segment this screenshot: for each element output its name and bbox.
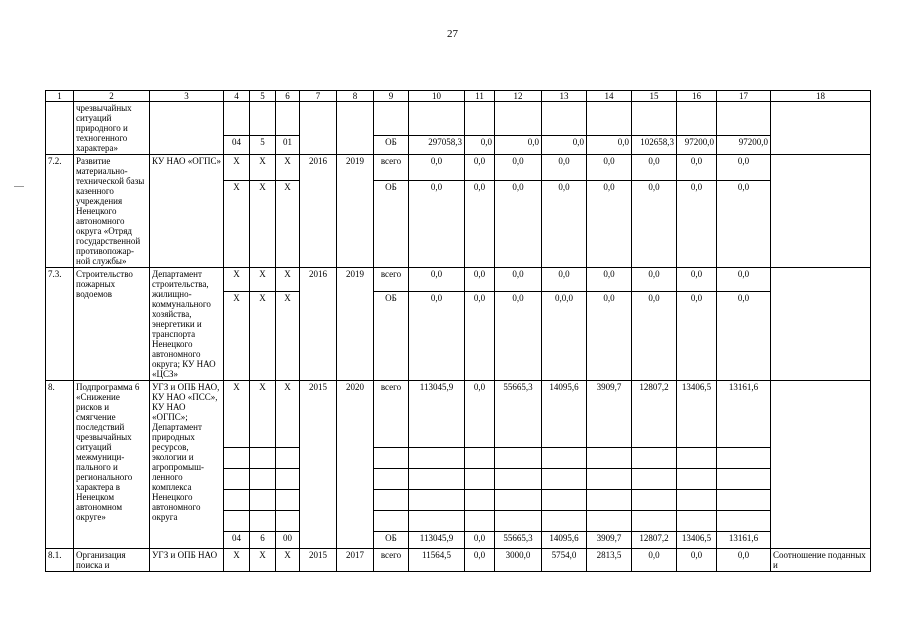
row-executor: УГЗ и ОПБ НАО, КУ НАО «ПСС», КУ НАО «ОГПС»; Департамент природных ресурсов, экологии и агропромыш-ленного комплекса Ненецкого автономного округа bbox=[150, 381, 224, 549]
value-cell: 0,0 bbox=[717, 268, 771, 292]
kbk-cell: Х bbox=[224, 155, 250, 181]
value-cell: 55665,3 bbox=[495, 532, 542, 549]
year-end: 2020 bbox=[337, 381, 374, 549]
kbk-cell: 04 bbox=[224, 136, 250, 155]
kbk-cell: Х bbox=[276, 155, 300, 181]
value-cell: 297058,3 bbox=[409, 136, 465, 155]
cell bbox=[717, 490, 771, 511]
cell bbox=[409, 511, 465, 532]
value-cell: 3000,0 bbox=[495, 549, 542, 572]
program-table bbox=[45, 90, 871, 572]
header-cell: 18 bbox=[771, 91, 871, 102]
header-cell: 2 bbox=[74, 91, 150, 102]
cell bbox=[409, 102, 465, 136]
header-cell: 5 bbox=[250, 91, 276, 102]
row-executor: КУ НАО «ОГПС» bbox=[150, 155, 224, 268]
table-row bbox=[46, 381, 871, 448]
value-cell: 0,0 bbox=[587, 268, 632, 292]
value-cell: 0,0 bbox=[542, 268, 587, 292]
value-cell: 113045,9 bbox=[409, 381, 465, 448]
cell bbox=[250, 448, 276, 469]
row-executor bbox=[150, 102, 224, 155]
cell bbox=[465, 448, 495, 469]
value-cell: 0,0 bbox=[677, 549, 717, 572]
source-cell: всего bbox=[374, 268, 409, 292]
kbk-cell: Х bbox=[276, 549, 300, 572]
cell bbox=[587, 469, 632, 490]
kbk-cell: Х bbox=[224, 268, 250, 292]
cell bbox=[495, 490, 542, 511]
cell bbox=[677, 469, 717, 490]
value-cell: 14095,6 bbox=[542, 532, 587, 549]
value-cell: 13406,5 bbox=[677, 381, 717, 448]
note-cell bbox=[771, 102, 871, 155]
row-executor: Департамент строительства, жилищно-коммунального хозяйства, энергетики и транспорта Ненецкого автономного округа; КУ НАО «ЦСЗ» bbox=[150, 268, 224, 381]
note-cell bbox=[771, 155, 871, 268]
value-cell: 0,0 bbox=[717, 549, 771, 572]
value-cell: 0,0 bbox=[465, 292, 495, 381]
source-cell: ОБ bbox=[374, 292, 409, 381]
value-cell: 3909,7 bbox=[587, 381, 632, 448]
value-cell: 0,0 bbox=[677, 268, 717, 292]
header-cell: 10 bbox=[409, 91, 465, 102]
note-cell bbox=[771, 381, 871, 549]
cell bbox=[542, 448, 587, 469]
cell bbox=[250, 511, 276, 532]
value-cell: 0,0 bbox=[587, 181, 632, 268]
kbk-cell: Х bbox=[250, 549, 276, 572]
value-cell: 0,0 bbox=[495, 181, 542, 268]
row-number: 8.1. bbox=[46, 549, 74, 572]
value-cell: 13161,6 bbox=[717, 532, 771, 549]
row-executor: УГЗ и ОПБ НАО bbox=[150, 549, 224, 572]
page-number: 27 bbox=[447, 28, 458, 40]
cell bbox=[677, 448, 717, 469]
cell bbox=[587, 102, 632, 136]
header-cell: 1 bbox=[46, 91, 74, 102]
year-end bbox=[337, 102, 374, 155]
header-cell: 11 bbox=[465, 91, 495, 102]
cell bbox=[677, 490, 717, 511]
value-cell: 13406,5 bbox=[677, 532, 717, 549]
value-cell: 5754,0 bbox=[542, 549, 587, 572]
header-cell: 17 bbox=[717, 91, 771, 102]
year-end: 2019 bbox=[337, 268, 374, 381]
cell bbox=[542, 490, 587, 511]
value-cell: 0,0 bbox=[677, 292, 717, 381]
cell bbox=[717, 448, 771, 469]
kbk-cell: Х bbox=[224, 549, 250, 572]
cell bbox=[465, 102, 495, 136]
header-cell: 9 bbox=[374, 91, 409, 102]
value-cell: 102658,3 bbox=[632, 136, 677, 155]
value-cell: 0,0 bbox=[587, 155, 632, 181]
kbk-cell: Х bbox=[250, 292, 276, 381]
source-cell: ОБ bbox=[374, 136, 409, 155]
cell bbox=[717, 102, 771, 136]
table-row bbox=[46, 155, 871, 181]
cell bbox=[465, 490, 495, 511]
cell bbox=[632, 511, 677, 532]
value-cell: 0,0 bbox=[495, 292, 542, 381]
kbk-cell: Х bbox=[250, 155, 276, 181]
cell bbox=[250, 490, 276, 511]
value-cell: 0,0 bbox=[717, 181, 771, 268]
cell bbox=[632, 102, 677, 136]
kbk-cell: Х bbox=[224, 292, 250, 381]
source-cell: всего bbox=[374, 549, 409, 572]
cell bbox=[224, 448, 250, 469]
value-cell: 0,0 bbox=[717, 155, 771, 181]
source-cell: всего bbox=[374, 381, 409, 448]
value-cell: 113045,9 bbox=[409, 532, 465, 549]
cell bbox=[276, 469, 300, 490]
value-cell: 0,0 bbox=[632, 181, 677, 268]
source-cell: ОБ bbox=[374, 532, 409, 549]
value-cell: 0,0 bbox=[542, 181, 587, 268]
kbk-cell: 01 bbox=[276, 136, 300, 155]
value-cell: 0,0 bbox=[632, 268, 677, 292]
value-cell: 11564,5 bbox=[409, 549, 465, 572]
cell bbox=[677, 102, 717, 136]
cell bbox=[224, 511, 250, 532]
year-end: 2017 bbox=[337, 549, 374, 572]
value-cell: 0,0 bbox=[632, 155, 677, 181]
value-cell: 0,0 bbox=[465, 532, 495, 549]
value-cell: 3909,7 bbox=[587, 532, 632, 549]
header-cell: 14 bbox=[587, 91, 632, 102]
row-number bbox=[46, 102, 74, 155]
header-cell: 8 bbox=[337, 91, 374, 102]
year-start bbox=[300, 102, 337, 155]
value-cell: 0,0 bbox=[632, 292, 677, 381]
value-cell: 0,0 bbox=[409, 155, 465, 181]
value-cell: 0,0 bbox=[465, 381, 495, 448]
note-cell bbox=[771, 268, 871, 381]
cell bbox=[717, 511, 771, 532]
cell bbox=[632, 490, 677, 511]
cell bbox=[374, 448, 409, 469]
value-cell: 0,0 bbox=[495, 136, 542, 155]
header-cell: 15 bbox=[632, 91, 677, 102]
value-cell: 0,0 bbox=[465, 549, 495, 572]
value-cell: 0,0 bbox=[495, 268, 542, 292]
header-cell: 7 bbox=[300, 91, 337, 102]
value-cell: 0,0 bbox=[587, 292, 632, 381]
value-cell: 97200,0 bbox=[677, 136, 717, 155]
value-cell: 0,0 bbox=[677, 181, 717, 268]
cell bbox=[495, 102, 542, 136]
value-cell: 0,0 bbox=[677, 155, 717, 181]
source-cell: всего bbox=[374, 155, 409, 181]
kbk-cell: Х bbox=[224, 181, 250, 268]
cell bbox=[224, 490, 250, 511]
cell bbox=[250, 469, 276, 490]
value-cell: 0,0 bbox=[542, 136, 587, 155]
kbk-cell: Х bbox=[250, 268, 276, 292]
value-cell: 12807,2 bbox=[632, 532, 677, 549]
cell bbox=[465, 511, 495, 532]
cell bbox=[495, 511, 542, 532]
kbk-cell: Х bbox=[224, 381, 250, 448]
cell bbox=[495, 469, 542, 490]
kbk-cell: Х bbox=[276, 381, 300, 448]
header-cell: 6 bbox=[276, 91, 300, 102]
cell bbox=[409, 490, 465, 511]
row-name: Подпрограмма 6 «Снижение рисков и смягчение последствий чрезвычайных ситуаций межмуници-пального и регионального характера в Ненецком автономном округе» bbox=[74, 381, 150, 549]
year-start: 2016 bbox=[300, 268, 337, 381]
value-cell: 0,0 bbox=[465, 155, 495, 181]
value-cell: 0,0 bbox=[409, 292, 465, 381]
kbk-cell: 04 bbox=[224, 532, 250, 549]
value-cell: 0,0 bbox=[465, 268, 495, 292]
table-row bbox=[46, 549, 871, 572]
row-number: 7.3. bbox=[46, 268, 74, 381]
header-cell: 16 bbox=[677, 91, 717, 102]
cell bbox=[542, 469, 587, 490]
margin-mark bbox=[14, 186, 24, 187]
header-row bbox=[46, 91, 871, 102]
row-name: Развитие материально-технической базы казенного учреждения Ненецкого автономного округа «Отряд государственной противопожар-ной службы» bbox=[74, 155, 150, 268]
table-row bbox=[46, 268, 871, 292]
kbk-cell: 5 bbox=[250, 136, 276, 155]
cell bbox=[542, 102, 587, 136]
row-name: чрезвычайных ситуаций природного и техногенного характера» bbox=[74, 102, 150, 155]
header-cell: 3 bbox=[150, 91, 224, 102]
cell bbox=[374, 469, 409, 490]
header-cell: 4 bbox=[224, 91, 250, 102]
value-cell: 0,0 bbox=[632, 549, 677, 572]
source-cell: ОБ bbox=[374, 181, 409, 268]
cell bbox=[224, 102, 250, 136]
value-cell: 0,0 bbox=[495, 155, 542, 181]
value-cell: 0,0 bbox=[542, 155, 587, 181]
cell bbox=[409, 448, 465, 469]
table-row bbox=[46, 102, 871, 136]
year-start: 2016 bbox=[300, 155, 337, 268]
value-cell: 14095,6 bbox=[542, 381, 587, 448]
note-cell: Соотношение поданных и bbox=[771, 549, 871, 572]
cell bbox=[276, 490, 300, 511]
value-cell: 0,0 bbox=[587, 136, 632, 155]
value-cell: 12807,2 bbox=[632, 381, 677, 448]
kbk-cell: 00 bbox=[276, 532, 300, 549]
cell bbox=[465, 469, 495, 490]
row-name: Строительство пожарных водоемов bbox=[74, 268, 150, 381]
cell bbox=[409, 469, 465, 490]
value-cell: 0,0,0 bbox=[542, 292, 587, 381]
cell bbox=[632, 469, 677, 490]
kbk-cell: Х bbox=[276, 181, 300, 268]
value-cell: 0,0 bbox=[717, 292, 771, 381]
cell bbox=[276, 511, 300, 532]
kbk-cell: Х bbox=[250, 181, 276, 268]
cell bbox=[587, 448, 632, 469]
year-start: 2015 bbox=[300, 381, 337, 549]
row-name: Организация поиска и bbox=[74, 549, 150, 572]
cell bbox=[495, 448, 542, 469]
cell bbox=[374, 511, 409, 532]
value-cell: 13161,6 bbox=[717, 381, 771, 448]
row-number: 8. bbox=[46, 381, 74, 549]
value-cell: 2813,5 bbox=[587, 549, 632, 572]
value-cell: 0,0 bbox=[465, 136, 495, 155]
cell bbox=[224, 469, 250, 490]
cell bbox=[632, 448, 677, 469]
kbk-cell: 6 bbox=[250, 532, 276, 549]
kbk-cell: Х bbox=[276, 292, 300, 381]
value-cell: 0,0 bbox=[465, 181, 495, 268]
cell bbox=[677, 511, 717, 532]
cell bbox=[276, 102, 300, 136]
cell bbox=[374, 102, 409, 136]
header-cell: 13 bbox=[542, 91, 587, 102]
cell bbox=[717, 469, 771, 490]
cell bbox=[542, 511, 587, 532]
value-cell: 0,0 bbox=[409, 181, 465, 268]
year-end: 2019 bbox=[337, 155, 374, 268]
value-cell: 0,0 bbox=[409, 268, 465, 292]
cell bbox=[587, 490, 632, 511]
cell bbox=[250, 102, 276, 136]
row-number: 7.2. bbox=[46, 155, 74, 268]
header-cell: 12 bbox=[495, 91, 542, 102]
cell bbox=[276, 448, 300, 469]
cell bbox=[374, 490, 409, 511]
year-start: 2015 bbox=[300, 549, 337, 572]
kbk-cell: Х bbox=[250, 381, 276, 448]
value-cell: 97200,0 bbox=[717, 136, 771, 155]
kbk-cell: Х bbox=[276, 268, 300, 292]
value-cell: 55665,3 bbox=[495, 381, 542, 448]
cell bbox=[587, 511, 632, 532]
